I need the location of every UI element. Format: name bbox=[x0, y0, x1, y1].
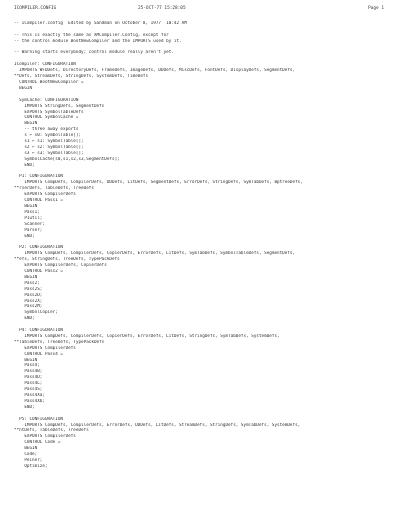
listing-line: IMPORTS CompDefs, CompilerDefs, DDDefs, LitDefs, SegmentDefs, ErrorDefs, StringDefs, SymTabDefs, BptreeDefs, bbox=[14, 180, 303, 186]
listing-line: Pass2; bbox=[14, 280, 40, 286]
listing-line: -- ICompiler.config Edited by Sandman on October 8, 1977 10:42 AM bbox=[14, 20, 187, 26]
listing-line: BEGIN bbox=[14, 121, 38, 127]
listing-line: IMPORTS WFDDefs, DirectoryDefs, FrameDefs, ImageDefs, DDDefs, MiscDefs, FontDefs, DisplayDefs, SegmentDefs, bbox=[14, 68, 296, 74]
listing-line: Parser; bbox=[14, 227, 43, 233]
listing-line: CONTROL BootNewCompiler = bbox=[14, 79, 84, 85]
listing-line: Pass2D; bbox=[14, 292, 43, 298]
listing-line: Peiner; bbox=[14, 457, 43, 463]
listing-line: Pass2X; bbox=[14, 298, 43, 304]
listing-line: CONTROL Code = bbox=[14, 440, 61, 446]
listing-line: -- the control module BootNewCompiler and the IMPORTS used by it. bbox=[14, 38, 182, 44]
listing-line: P1: CONFIGURATION bbox=[14, 174, 63, 180]
listing-line: Pass1; bbox=[14, 209, 40, 215]
listing-line: Pass2S; bbox=[14, 286, 43, 292]
listing-line: BEGIN bbox=[14, 204, 38, 209]
listing-line: Code; bbox=[14, 452, 38, 458]
listing-line: IMPORTS CompDefs, CompilerDefs, CopierDefs, ErrorDefs, LitDefs, SymTabDefs, SymbolTableDefs, SegmentDefs, bbox=[14, 251, 296, 257]
listing-line: BEGIN bbox=[14, 85, 33, 91]
listing-line: CONTROL Pass1 = bbox=[14, 198, 63, 204]
listing-line: CONTROL SymbolCache = bbox=[14, 115, 79, 121]
listing-line: s3 ← s3: SymbolTable[]; bbox=[14, 150, 84, 156]
listing-line: CONTROL Pass2 = bbox=[14, 268, 63, 274]
listing-line: P2: CONFIGURATION bbox=[14, 245, 63, 251]
listing-line: CONTROL Pass4 = bbox=[14, 351, 63, 357]
listing-line: -- three away exports bbox=[14, 127, 79, 133]
header-page-number: Page 1 bbox=[368, 6, 384, 11]
listing-line: END; bbox=[14, 316, 35, 322]
listing-line: -- This is exactly the same as XMCompiler.Config, except for bbox=[14, 32, 169, 38]
listing-line: **TableDefs, TreeDefs, TypePackDefs bbox=[14, 339, 105, 345]
listing-line: **ntDefs, TableDefs, TreeDefs bbox=[14, 428, 89, 434]
listing-line: Optimize; bbox=[14, 463, 48, 469]
listing-line: Pass2M; bbox=[14, 304, 43, 310]
source-listing bbox=[14, 15, 386, 513]
listing-line: SymbolCache[s0,s1,s2,s3,SegmentDefs]; bbox=[14, 156, 120, 162]
listing-line: P1util; bbox=[14, 215, 43, 221]
listing-line: EXPORTS SymbolTableDefs bbox=[14, 109, 84, 115]
listing-line: Pass4D; bbox=[14, 375, 43, 381]
listing-line: Pass4S; bbox=[14, 387, 43, 393]
listing-line: Pass4B; bbox=[14, 369, 43, 375]
listing-line: BEGIN bbox=[14, 274, 38, 280]
listing-line: s1 ← s1: SymbolTable[]; bbox=[14, 139, 84, 145]
listing-line: s2 ← s2: SymbolTable[]; bbox=[14, 144, 84, 150]
listing-line: **rserDefs, TableDefs, TreeDefs bbox=[14, 186, 94, 192]
listing-line: SymCache: CONFIGURATION bbox=[14, 97, 79, 103]
listing-line: Pass4Xa; bbox=[14, 393, 45, 398]
listing-line: **efs, StringDefs, TreeDefs, TypePackDefs bbox=[14, 257, 120, 263]
listing-line: P4: CONFIGURATION bbox=[14, 328, 63, 334]
listing-line: END; bbox=[14, 404, 35, 410]
listing-line: Pass4; bbox=[14, 363, 40, 369]
listing-line: Scanner; bbox=[14, 221, 45, 227]
header-file-name: ICOMPILER.CONFIG bbox=[14, 6, 57, 11]
header-date: 25-OCT-77 15:28:05 bbox=[138, 6, 186, 11]
listing-line: Pass4Xb; bbox=[14, 398, 45, 404]
listing-line: BEGIN bbox=[14, 357, 38, 363]
listing-line: IMPORTS StringDefs, SegmentDefs bbox=[14, 103, 105, 109]
listing-line: EXPORTS CompilerDefs bbox=[14, 192, 76, 198]
listing-line: P5: CONFIGURATION bbox=[14, 416, 63, 422]
listing-line: Pass4L; bbox=[14, 381, 43, 387]
listing-line: **Defs, StreamDefs, StringDefs, SystemDefs, TimeDefs bbox=[14, 74, 149, 80]
listing-line: -- Warning starts everybody; control module really aren't yet. bbox=[14, 50, 174, 56]
listing-line: s ← s0: SymbolTable[]; bbox=[14, 133, 82, 139]
listing-line: END; bbox=[14, 233, 35, 239]
listing-line: IMPORTS CompDefs, CompilerDefs, ErrorDefs, DDDefs, LitDefs, StreamDefs, StringDefs, SymTabDefs, SystemDefs, bbox=[14, 422, 301, 428]
listing-line: EXPORTS CompilerDefs bbox=[14, 434, 76, 440]
listing-line: BEGIN bbox=[14, 446, 38, 452]
listing-line: SymbolCopier; bbox=[14, 310, 58, 316]
listing-line: ICompiler: CONFIGURATION bbox=[14, 62, 76, 68]
listing-line: END; bbox=[14, 162, 35, 168]
listing-line: EXPORTS CompilerDefs bbox=[14, 345, 76, 351]
listing-line: IMPORTS CompDefs, CompilerDefs, CopierDefs, ErrorDefs, LitDefs, StringDefs, SymTabDefs, SystemDefs, bbox=[14, 333, 280, 339]
listing-line: EXPORTS CompilerDefs, CopierDefs bbox=[14, 263, 107, 269]
